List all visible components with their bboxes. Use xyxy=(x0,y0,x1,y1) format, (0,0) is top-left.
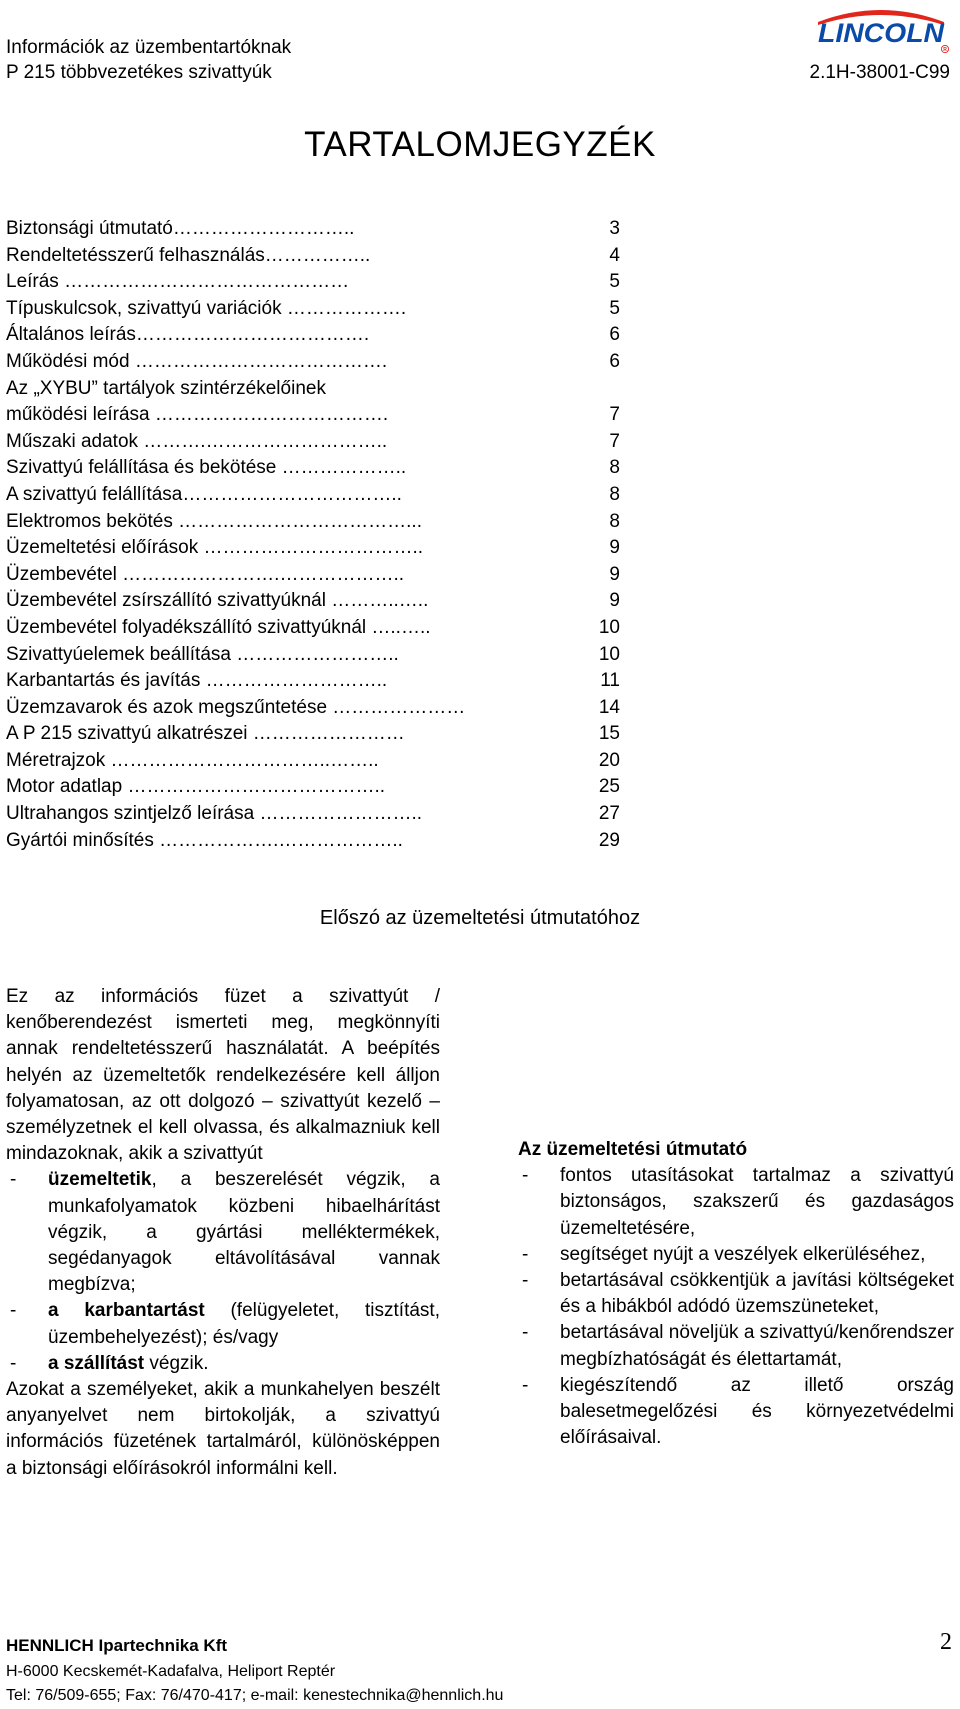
task-item-text: végzik. xyxy=(144,1352,209,1374)
toc-entry-page: 8 xyxy=(609,483,620,505)
toc-entry xyxy=(6,696,646,723)
logo-wordmark: LINCOLN xyxy=(818,18,945,48)
toc-entry-title: Műszaki adatok ……….……………………….. xyxy=(6,430,388,452)
toc-entry-page: 5 xyxy=(609,297,620,319)
toc-entry-title: A P 215 szivattyú alkatrészei …………………… xyxy=(6,723,405,745)
toc-entry-title: Általános leírás………………………………. xyxy=(6,324,370,346)
toc-entry-page: 9 xyxy=(609,563,620,585)
purpose-item-text: betartásával növeljük a szivattyú/kenőrendszer megbízhatóságát és élettartamát, xyxy=(560,1322,954,1370)
toc-entry-page: 25 xyxy=(598,776,620,798)
toc-entry xyxy=(6,217,646,244)
toc-entry xyxy=(6,483,646,510)
toc-entry-title: Típuskulcsok, szivattyú variációk ………………. xyxy=(6,297,407,319)
toc-entry xyxy=(6,775,646,802)
toc-entry-page: 7 xyxy=(609,404,620,426)
toc-entry-title: Motor adatlap ………………………………….. xyxy=(6,776,386,798)
list-dash: - xyxy=(10,1352,17,1374)
registered-mark: R xyxy=(943,47,947,53)
task-item xyxy=(6,1298,440,1350)
toc-entry xyxy=(6,377,646,404)
toc-entry-page: 29 xyxy=(598,829,620,851)
purpose-item xyxy=(518,1373,954,1452)
toc-entry-page: 6 xyxy=(609,350,620,372)
task-item-text: (felügyeletet, tisztítást, üzembehelyezést); és/vagy xyxy=(48,1300,440,1348)
document-number: 2.1H-38001-C99 xyxy=(809,62,950,83)
list-dash: - xyxy=(522,1270,529,1292)
toc-entry-title: Működési mód …………………………………. xyxy=(6,350,388,372)
toc-entry-title: Gyártói minősítés ……………….……………….. xyxy=(6,829,403,851)
toc-entry xyxy=(6,669,646,696)
toc-entry xyxy=(6,802,646,829)
toc-entry-page: 27 xyxy=(598,803,620,825)
toc-entry-title: Üzemeltetési előírások …………………………….. xyxy=(6,537,424,559)
toc-entry xyxy=(6,722,646,749)
toc-entry-page: 10 xyxy=(598,616,620,638)
toc-entry xyxy=(6,589,646,616)
toc-entry-page: 9 xyxy=(609,537,620,559)
foreword-title: Előszó az üzemeltetési útmutatóhoz xyxy=(319,907,641,929)
foreword-task-list xyxy=(6,1167,440,1377)
toc-entry xyxy=(6,323,646,350)
toc-entry xyxy=(6,297,646,324)
toc-entry xyxy=(6,643,646,670)
toc-entry-title: Leírás ……………………………………… xyxy=(6,271,350,293)
task-item-bold: a karbantartást xyxy=(48,1300,205,1322)
toc-entry-page: 15 xyxy=(598,723,620,745)
toc-entry xyxy=(6,270,646,297)
toc-entry-title: Elektromos bekötés ………………………………... xyxy=(6,510,422,532)
page-title: TARTALOMJEGYZÉK xyxy=(304,125,656,164)
purpose-item xyxy=(518,1242,954,1268)
toc-entry-page: 4 xyxy=(609,244,620,266)
toc-entry-page: 14 xyxy=(598,696,620,718)
list-dash: - xyxy=(10,1169,17,1191)
toc-entry xyxy=(6,510,646,537)
footer-contact: Tel: 76/509-655; Fax: 76/470-417; e-mail: kenestechnika@hennlich.hu xyxy=(6,1687,504,1704)
toc-entry xyxy=(6,536,646,563)
toc-entry xyxy=(6,563,646,590)
task-item xyxy=(6,1167,440,1298)
page-number: 2 xyxy=(940,1629,952,1655)
toc-entry-title: Üzembevétel …………………….……………….. xyxy=(6,563,404,585)
footer-company: HENNLICH Ipartechnika Kft xyxy=(6,1636,228,1655)
guide-heading: Az üzemeltetési útmutató xyxy=(518,1139,748,1160)
purpose-item xyxy=(518,1163,954,1242)
toc-entry-page: 11 xyxy=(600,670,620,692)
toc-entry-title: Karbantartás és javítás ……………………….. xyxy=(6,670,388,692)
guide-purpose-list xyxy=(518,1163,954,1451)
list-dash: - xyxy=(522,1165,529,1187)
purpose-item-text: kiegészítendő az illető ország balesetmegelőzési és környezetvédelmi előírásaival. xyxy=(560,1374,954,1449)
header-line-1: Információk az üzembentartóknak xyxy=(6,37,292,58)
table-of-contents xyxy=(6,217,646,855)
purpose-item xyxy=(518,1320,954,1372)
toc-entry-title: Üzembevétel folyadékszállító szivattyúknál …..….. xyxy=(6,616,431,638)
toc-entry xyxy=(6,350,646,377)
list-dash: - xyxy=(522,1374,529,1396)
toc-entry-title: Üzembevétel zsírszállító szivattyúknál ………..….. xyxy=(6,590,429,612)
toc-entry-title: Az „XYBU” tartályok szintérzékelőinek xyxy=(6,377,326,399)
toc-entry-title: működési leírása ………………………………. xyxy=(6,404,389,426)
toc-entry-title: Üzemzavarok és azok megszűntetése ………………… xyxy=(6,696,466,718)
list-dash: - xyxy=(10,1300,17,1322)
toc-entry-title: Szivattyú felállítása és bekötése ……………….. xyxy=(6,457,407,479)
toc-entry-title: Biztonsági útmutató……………………….. xyxy=(6,218,355,239)
list-dash: - xyxy=(522,1243,529,1265)
toc-entry-title: Szivattyúelemek beállítása …………………….. xyxy=(6,643,399,665)
toc-entry xyxy=(6,829,646,856)
toc-entry-page: 6 xyxy=(609,324,620,346)
foreword-outro: Azokat a személyeket, akik a munkahelyen beszélt anyanyelvet nem birtokolják, a szivattyú információs füzetének tartalmáról, különösképpen a biztonsági előírásokról informálni kell. xyxy=(6,1379,440,1479)
toc-entry-page: 10 xyxy=(598,643,620,665)
foreword-intro: Ez az információs füzet a szivattyút / kenőberendezést ismerteti meg, megkönnyíti annak rendeltetésszerű használatát. A beépítés helyén az üzemeltetők rendelkezésére kell álljon folyamatosan, az ott dolgozó – szivattyút kezelő – személyzetnek el kell olvassa, és alkalmazniuk kell mindazoknak, akik a szivattyút xyxy=(6,986,440,1165)
task-item-text: , a beszerelését végzik, a munkafolyamatok közbeni hibaelhárítást végzik, a gyártási melléktermékek, segédanyagok eltávolításával vannak megbízva; xyxy=(48,1169,440,1296)
toc-entry-page: 8 xyxy=(609,510,620,532)
toc-entry xyxy=(6,430,646,457)
toc-entry-title: Méretrajzok ……………………………..…….. xyxy=(6,749,379,771)
toc-entry-page: 8 xyxy=(609,457,620,479)
toc-entry xyxy=(6,616,646,643)
purpose-item-text: fontos utasításokat tartalmaz a szivattyú biztonságos, szakszerű és gazdaságos üzemeltetésére, xyxy=(560,1165,954,1239)
purpose-item-text: segítséget nyújt a veszélyek elkerüléséhez, xyxy=(560,1243,926,1265)
toc-entry-title: Rendeltetésszerű felhasználás…………….. xyxy=(6,244,371,266)
toc-entry-title: A szivattyú felállítása…………………………….. xyxy=(6,483,402,505)
task-item xyxy=(6,1351,440,1377)
purpose-item-text: betartásával csökkentjük a javítási költségeket és a hibákból adódó üzemszüneteket, xyxy=(560,1270,954,1318)
toc-entry xyxy=(6,403,646,430)
foreword-right-column xyxy=(518,1137,954,1451)
toc-entry-title: Ultrahangos szintjelző leírása …………………….. xyxy=(6,803,423,825)
footer-address: H-6000 Kecskemét-Kadafalva, Heliport Reptér xyxy=(6,1663,336,1680)
header-line-2: P 215 többvezetékes szivattyúk xyxy=(6,62,272,83)
foreword-left-column xyxy=(6,984,440,1482)
toc-entry-page: 20 xyxy=(598,749,620,771)
toc-entry-page: 9 xyxy=(609,590,620,612)
list-dash: - xyxy=(522,1322,529,1344)
toc-entry-page: 3 xyxy=(609,218,620,239)
toc-entry xyxy=(6,749,646,776)
task-item-bold: üzemeltetik xyxy=(48,1169,152,1191)
toc-entry xyxy=(6,244,646,271)
toc-entry-page: 5 xyxy=(609,271,620,293)
toc-entry-page: 7 xyxy=(609,430,620,452)
toc-entry xyxy=(6,456,646,483)
lincoln-logo xyxy=(810,4,952,54)
purpose-item xyxy=(518,1268,954,1320)
task-item-bold: a szállítást xyxy=(48,1352,145,1374)
